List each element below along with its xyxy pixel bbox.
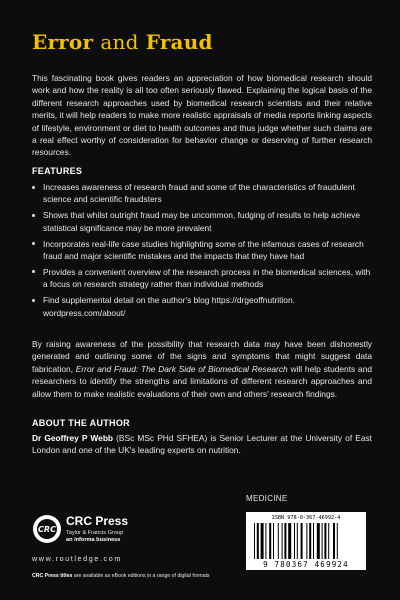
closing-text-before: By raising awareness of the possibility that research data may have been dishonestly generated and outlining some of the signs and symptoms that might suggest data fabrication, [32,339,372,374]
barcode-number: 9 780367 469924 [263,560,349,569]
feature-item: Find supplemental detail on the author's blog https://drgeoffnutrition. wordpress.com/about/ [32,294,372,319]
author-name: Dr Geoffrey P Webb [32,433,114,443]
closing-book-title: Error and Fraud: The Dark Side of Biomedical Research [75,363,288,374]
barcode [246,512,366,570]
author-bio: (BSc MSc PHd SFHEA) is Senior Lecturer at the University of East London and one of the UK's leading experts on nutrition. [32,433,372,456]
about-heading: ABOUT THE AUTHOR [32,418,130,428]
crc-press-logo [32,514,62,544]
feature-item: Incorporates real-life case studies highlighting some of the infamous cases of research fraud and major scientific mistakes and the impacts that they have had [32,238,372,263]
features-heading: FEATURES [32,166,83,176]
title-word-error: Error [32,30,94,54]
feature-item: Increases awareness of research fraud and some of the characteristics of fraudulent science and scientific fraudsters [32,181,372,206]
feature-item: Shows that whilst outright fraud may be uncommon, fudging of results to help achieve statistical significance may be more prevalent [32,209,372,234]
barcode-bars [254,523,358,559]
about-paragraph [32,432,372,457]
book-title [32,30,213,54]
publisher-name: CRC Press [66,514,129,528]
closing-text-after: will help students and researchers to identify the strengths and limitations of different research approaches and allow them to make realistic evaluations of their own and others' research findings. [32,363,373,399]
publisher-group [66,530,123,544]
footer-lead: CRC Press titles [32,573,73,579]
footer-rest: are available as eBook editions in a range of digital formats [73,573,210,579]
closing-paragraph [32,338,372,400]
crc-logo-text: CRC [38,525,56,534]
footer-note [32,573,210,579]
publisher-business: an informa business [66,537,121,543]
publisher-url: www.routledge.com [32,554,122,563]
publisher-group-name: Taylor & Francis Group [66,530,124,536]
category-label: MEDICINE [246,494,288,503]
isbn-text: ISBN 978-0-367-46992-4 [271,515,341,521]
features-list [32,181,372,323]
intro-paragraph: This fascinating book gives readers an appreciation of how biomedical research should work and how the reality is all too often seriously flawed. Explaining the logical basis of the different research approaches used by biomedical research scientists and their relative merits, it will help readers to make more realistic appraisals of media reports linking aspects of lifestyle, environment or diet to health outcomes and thus judge whether such claims are a real effect worthy of consideration for behavior change or deserving of further research resources. [32,73,372,158]
title-word-and: and [100,30,139,54]
title-word-fraud: Fraud [145,30,213,54]
feature-item: Provides a convenient overview of the research process in the biomedical sciences, with a focus on research strategy rather than individual methods [32,266,372,291]
